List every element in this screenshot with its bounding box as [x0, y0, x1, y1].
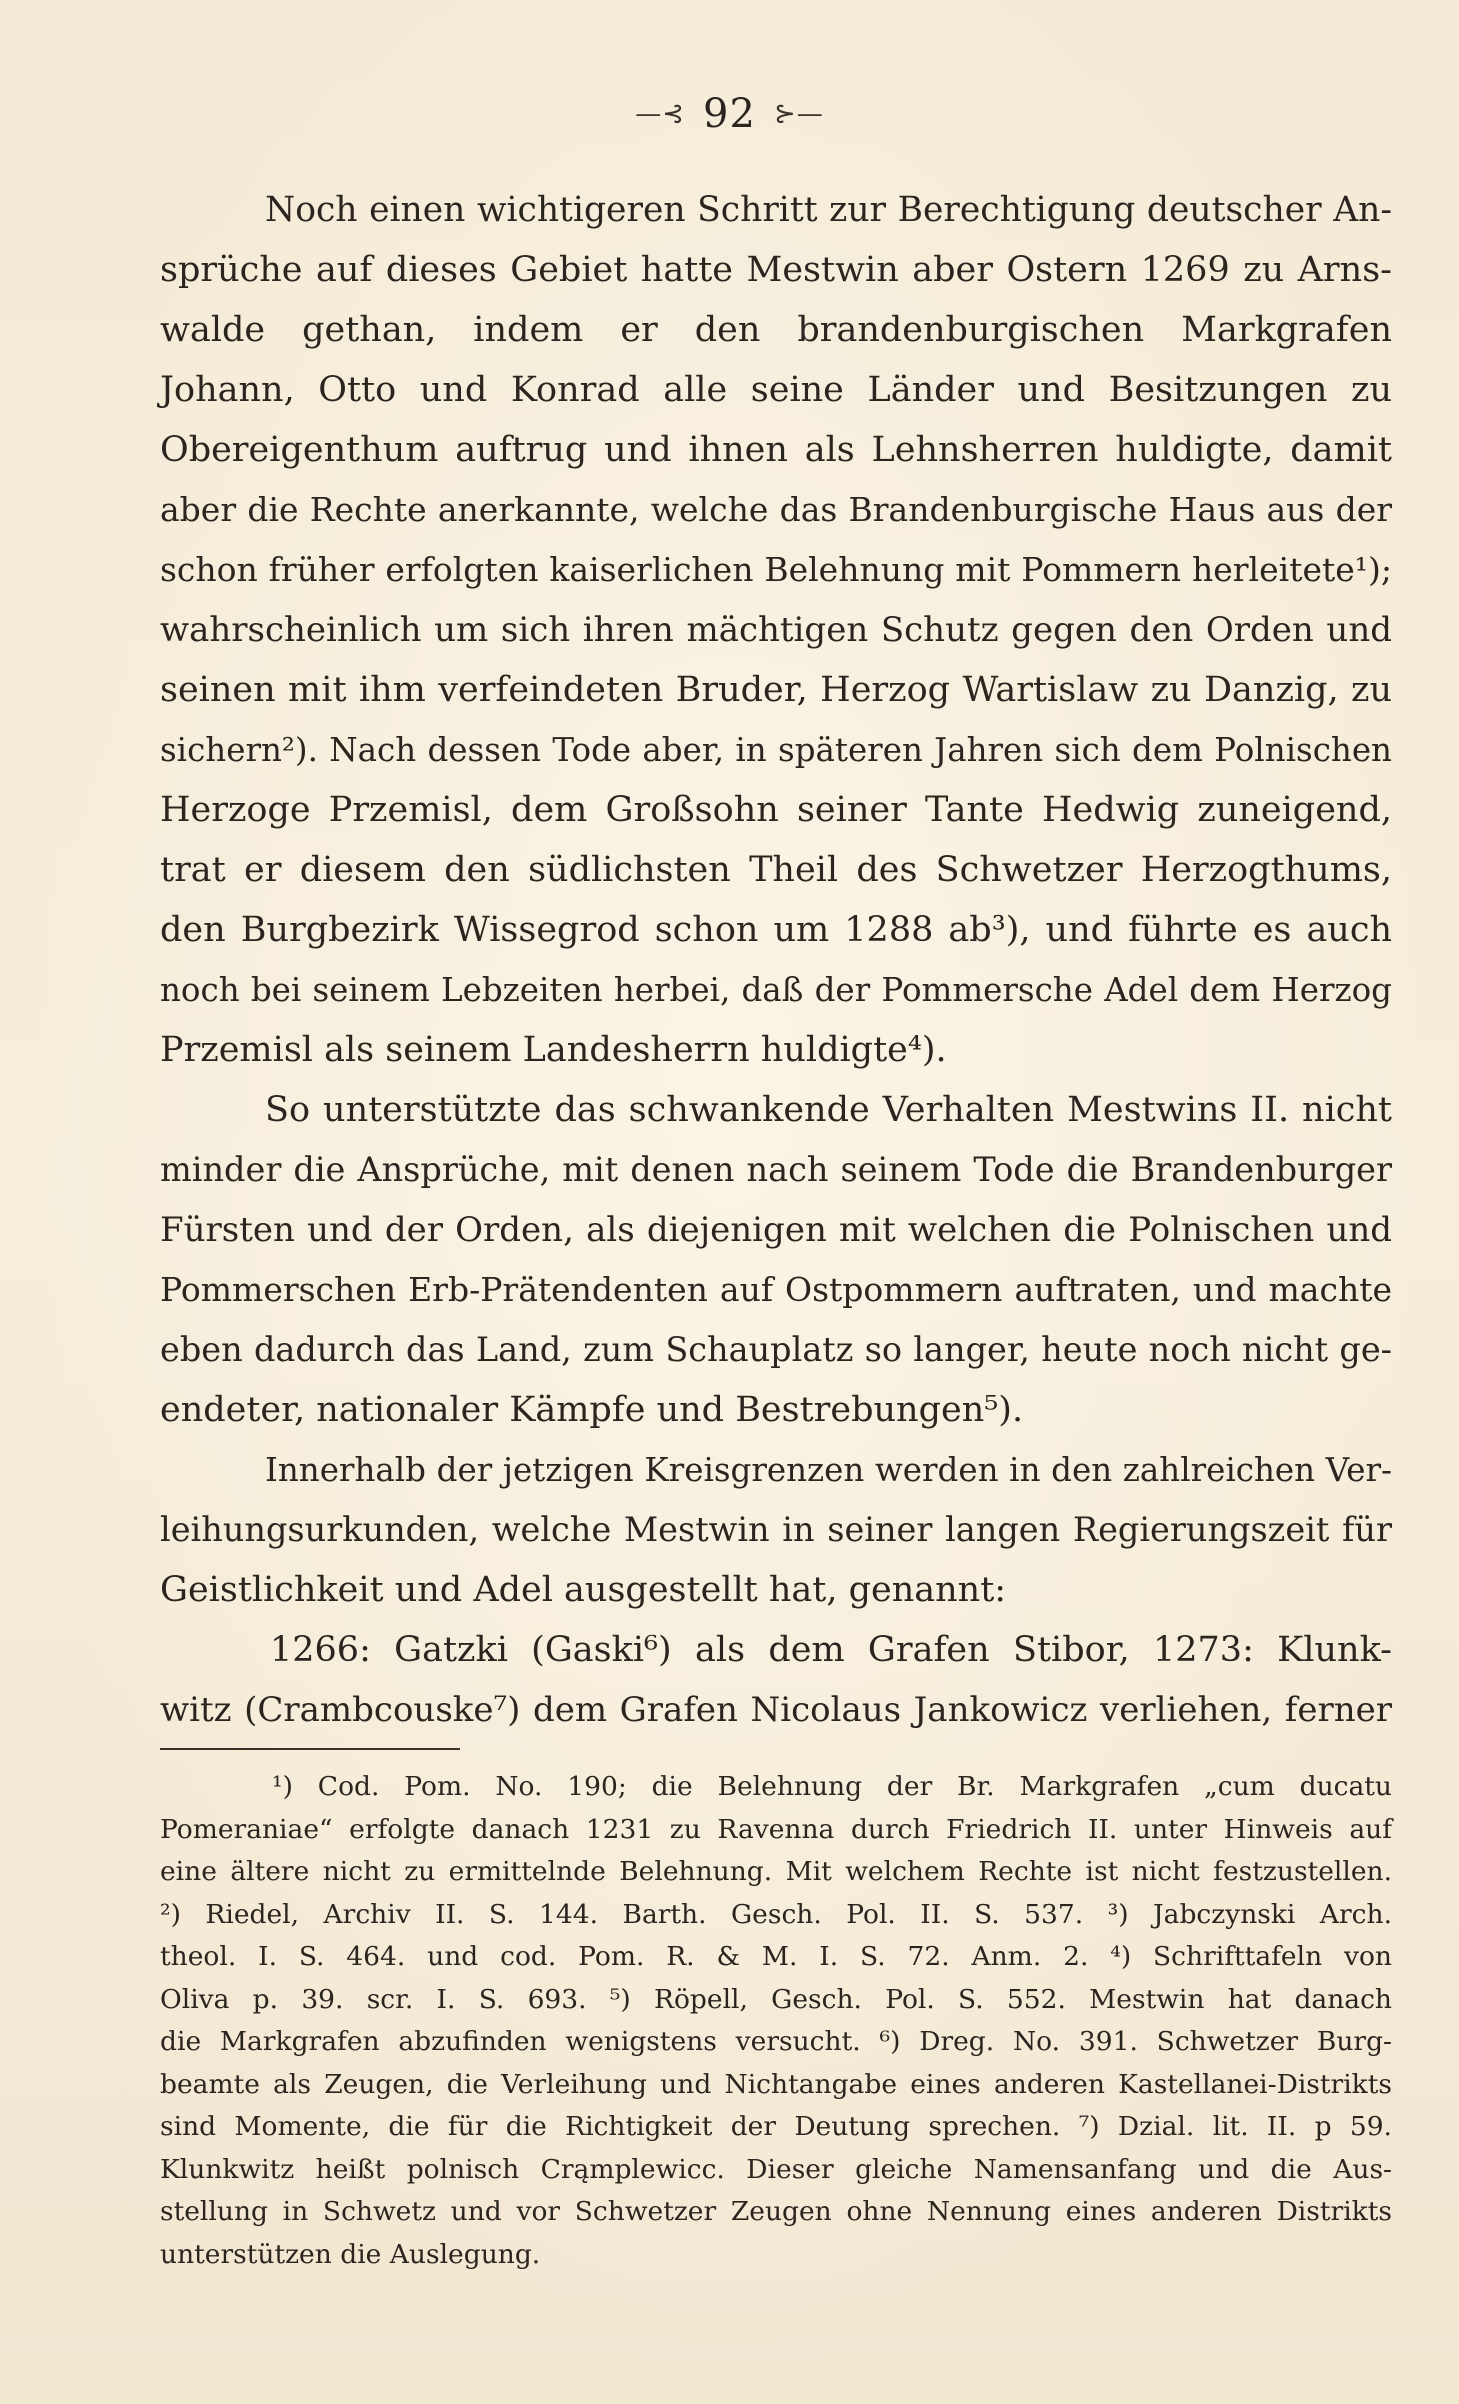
footnote-line: beamte als Zeugen, die Verleihung und Nichtangabe eines anderen Kastellanei-Distrikts [160, 2068, 1392, 2100]
text-line: walde gethan, indem er den brandenburgischen Markgrafen [160, 310, 1392, 350]
text-line: minder die Ansprüche, mit denen nach seinem Tode die Brandenburger [160, 1150, 1392, 1189]
text-line: sichern²). Nach dessen Tode aber, in späteren Jahren sich dem Polnischen [160, 731, 1392, 769]
footnote-line: die Markgrafen abzufinden wenigstens versucht. ⁶) Dreg. No. 391. Schwetzer Burg- [160, 2026, 1392, 2057]
text-line: Pommerschen Erb-Prätendenten auf Ostpommern auftraten, und machte [160, 1270, 1392, 1309]
text-line: wahrscheinlich um sich ihren mächtigen Schutz gegen den Orden und [160, 610, 1392, 650]
text-line: Fürsten und der Orden, als diejenigen mit welchen die Polnischen und [160, 1210, 1392, 1250]
main-text [160, 180, 1392, 1740]
text-line: trat er diesem den südlichsten Theil des Schwetzer Herzogthums, [160, 850, 1392, 890]
footnote-line: Pomeraniae“ erfolgte danach 1231 zu Ravenna durch Friedrich II. unter Hinweis auf [160, 1813, 1392, 1845]
page-number: 92 [703, 91, 756, 137]
footnote-line: unterstützen die Auslegung. [160, 2238, 541, 2270]
footnote-line: Oliva p. 39. scr. I. S. 693. ⁵) Röpell, Gesch. Pol. S. 552. Mestwin hat danach [160, 1983, 1392, 2015]
footnote-line: stellung in Schwetz und vor Schwetzer Zeugen ohne Nennung eines anderen Distrikts [160, 2196, 1392, 2227]
footnote-separator [160, 1748, 460, 1750]
text-line: aber die Rechte anerkannte, welche das Brandenburgische Haus aus der [160, 490, 1392, 529]
footnote-line: Klunkwitz heißt polnisch Crąmplewicc. Dieser gleiche Namensanfang und die Aus- [160, 2153, 1392, 2185]
text-line: Geistlichkeit und Adel ausgestellt hat, genannt: [160, 1570, 1007, 1610]
footnote-line: sind Momente, die für die Richtigkeit der Deutung sprechen. ⁷) Dzial. lit. II. p 59. [160, 2111, 1392, 2142]
text-line: Noch einen wichtigeren Schritt zur Berechtigung deutscher An- [265, 190, 1392, 230]
text-line: Herzoge Przemisl, dem Großsohn seiner Tante Hedwig zuneigend, [160, 790, 1392, 830]
text-line: Innerhalb der jetzigen Kreisgrenzen werden in den zahlreichen Ver- [265, 1451, 1392, 1489]
page-header [0, 86, 1459, 139]
ornament-left-icon: —⊰ [635, 99, 686, 129]
text-line: schon früher erfolgten kaiserlichen Belehnung mit Pommern herleitete¹); [160, 550, 1392, 589]
text-line: Przemisl als seinem Landesherrn huldigte⁴). [160, 1030, 947, 1070]
text-line: den Burgbezirk Wissegrod schon um 1288 ab³), und führte es auch [160, 910, 1392, 950]
text-line: 1266: Gatzki (Gaski⁶) als dem Grafen Stibor, 1273: Klunk- [270, 1630, 1392, 1670]
footnote-line: theol. I. S. 464. und cod. Pom. R. & M. I. S. 72. Anm. 2. ⁴) Schrifttafeln von [160, 1941, 1392, 1972]
text-line: So unterstützte das schwankende Verhalten Mestwins II. nicht [265, 1090, 1392, 1130]
text-line: witz (Crambcouske⁷) dem Grafen Nicolaus Jankowicz verliehen, ferner [160, 1690, 1392, 1730]
text-line: noch bei seinem Lebzeiten herbei, daß der Pommersche Adel dem Herzog [160, 971, 1392, 1009]
footnotes [160, 1766, 1392, 2276]
footnote-line: ²) Riedel, Archiv II. S. 144. Barth. Gesch. Pol. II. S. 537. ³) Jabczynski Arch. [160, 1898, 1392, 1930]
text-line: eben dadurch das Land, zum Schauplatz so langer, heute noch nicht ge- [160, 1330, 1392, 1369]
text-line: seinen mit ihm verfeindeten Bruder, Herzog Wartislaw zu Danzig, zu [160, 670, 1392, 710]
ornament-right-icon: ⊱— [773, 99, 824, 129]
text-line: endeter, nationaler Kämpfe und Bestrebungen⁵). [160, 1390, 1024, 1430]
text-line: leihungsurkunden, welche Mestwin in seiner langen Regierungszeit für [160, 1510, 1392, 1549]
text-line: sprüche auf dieses Gebiet hatte Mestwin aber Ostern 1269 zu Arns- [160, 250, 1392, 290]
footnote-line: ¹) Cod. Pom. No. 190; die Belehnung der Br. Markgrafen „cum ducatu [272, 1771, 1392, 1802]
text-line: Johann, Otto und Konrad alle seine Länder und Besitzungen zu [160, 370, 1392, 410]
text-line: Obereigenthum auftrug und ihnen als Lehnsherren huldigte, damit [160, 430, 1392, 470]
footnote-line: eine ältere nicht zu ermittelnde Belehnung. Mit welchem Rechte ist nicht festzustellen. [160, 1856, 1392, 1887]
